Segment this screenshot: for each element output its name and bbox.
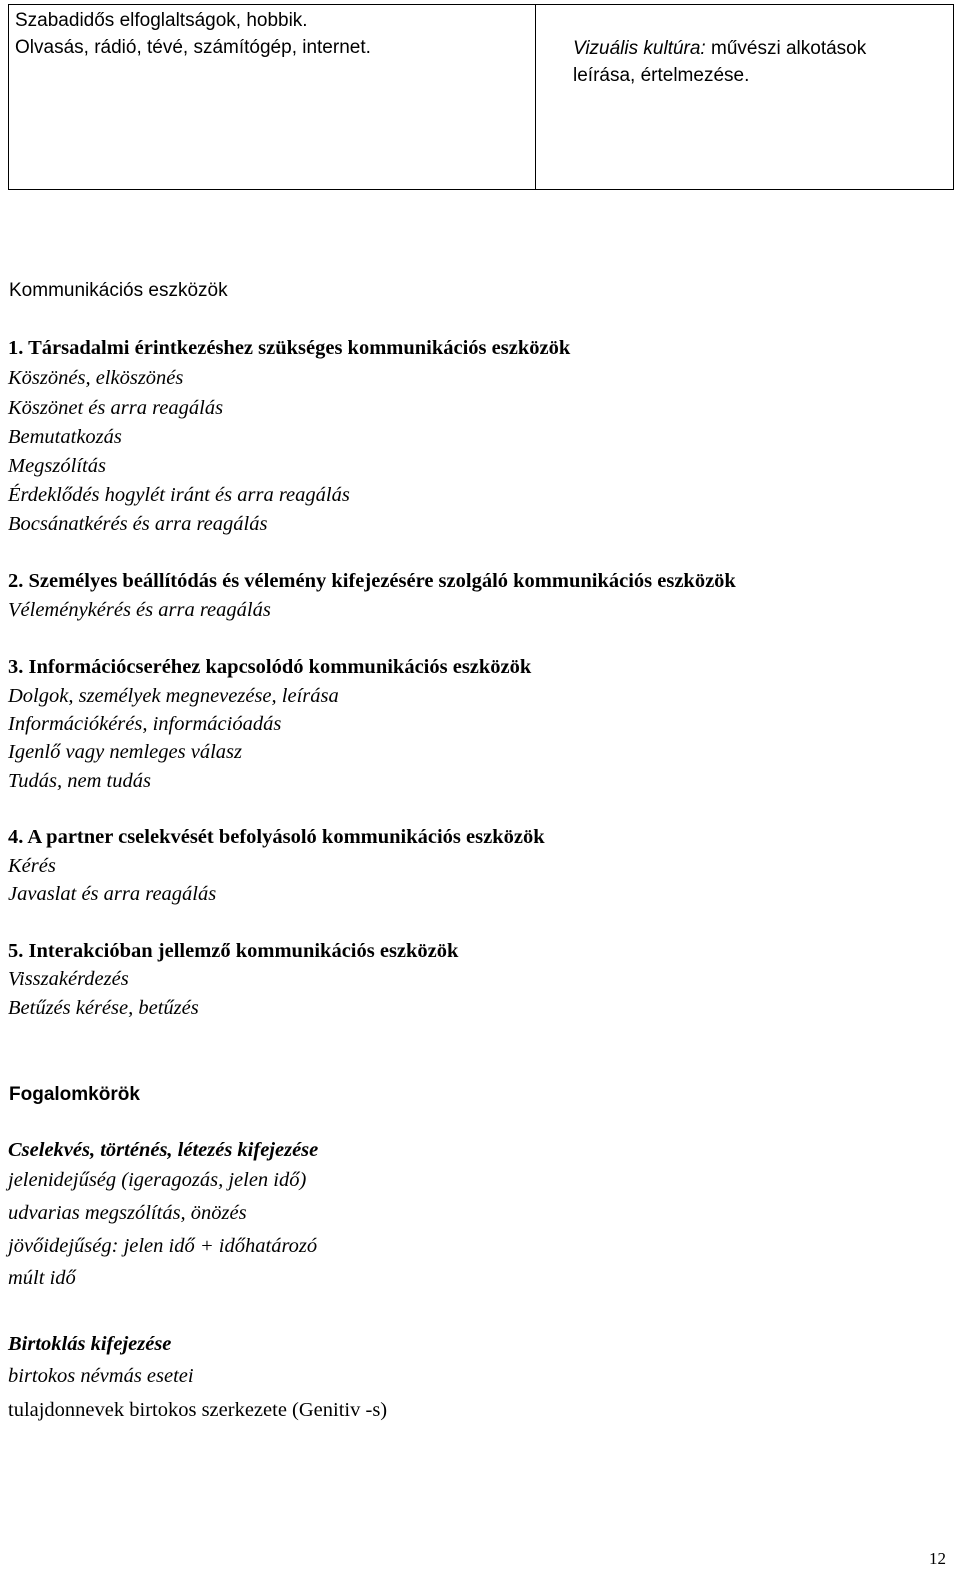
list-item: tulajdonnevek birtokos szerkezete (Genitiv -s) bbox=[8, 1399, 388, 1421]
list-item: Kérés bbox=[8, 855, 56, 877]
section-3-title: 3. Információcseréhez kapcsolódó kommunikációs eszközök bbox=[8, 656, 532, 678]
heading-communication: Kommunikációs eszközök bbox=[9, 280, 228, 301]
table-left-line-2: Olvasás, rádió, tévé, számítógép, internet. bbox=[15, 37, 371, 58]
list-item: Bemutatkozás bbox=[8, 426, 122, 448]
list-item: Igenlő vagy nemleges válasz bbox=[8, 741, 242, 763]
list-item: Köszönet és arra reagálás bbox=[8, 397, 224, 419]
list-item: Köszönés, elköszönés bbox=[8, 367, 184, 389]
heading-concepts: Fogalomkörök bbox=[9, 1084, 140, 1105]
table-right-italic: Vizuális kultúra: bbox=[573, 38, 706, 59]
list-item: Betűzés kérése, betűzés bbox=[8, 997, 199, 1019]
list-item: Dolgok, személyek megnevezése, leírása bbox=[8, 685, 339, 707]
section-1-title: 1. Társadalmi érintkezéshez szükséges kommunikációs eszközök bbox=[8, 337, 571, 359]
table-right-line-1 bbox=[573, 35, 947, 62]
table-left-line-1: Szabadidős elfoglaltságok, hobbik. bbox=[15, 10, 308, 31]
list-item: Véleménykérés és arra reagálás bbox=[8, 599, 271, 621]
list-item: Javaslat és arra reagálás bbox=[8, 883, 217, 905]
section-2-title: 2. Személyes beállítódás és vélemény kifejezésére szolgáló kommunikációs eszközök bbox=[8, 570, 736, 592]
concept-2-title: Birtoklás kifejezése bbox=[8, 1333, 172, 1355]
list-item: Tudás, nem tudás bbox=[8, 770, 151, 792]
page-number: 12 bbox=[929, 1549, 946, 1568]
table-right-rest: művészi alkotások bbox=[705, 38, 867, 59]
list-item: Információkérés, információadás bbox=[8, 713, 282, 735]
table-cell-left bbox=[9, 5, 536, 190]
section-4-title: 4. A partner cselekvését befolyásoló kommunikációs eszközök bbox=[8, 826, 545, 848]
list-item: jövőidejűség: jelen idő + időhatározó bbox=[8, 1235, 318, 1257]
table-cell-right bbox=[536, 5, 954, 190]
list-item: Visszakérdezés bbox=[8, 968, 129, 990]
list-item: Bocsánatkérés és arra reagálás bbox=[8, 513, 268, 535]
list-item: Érdeklődés hogylét iránt és arra reagálás bbox=[8, 484, 350, 506]
table-right-line-2: leírása, értelmezése. bbox=[573, 65, 750, 86]
list-item: jelenidejűség (igeragozás, jelen idő) bbox=[8, 1169, 307, 1191]
list-item: Megszólítás bbox=[8, 455, 106, 477]
list-item: birtokos névmás esetei bbox=[8, 1365, 194, 1387]
concept-1-title: Cselekvés, történés, létezés kifejezése bbox=[8, 1139, 319, 1161]
list-item: múlt idő bbox=[8, 1267, 76, 1289]
section-5-title: 5. Interakcióban jellemző kommunikációs eszközök bbox=[8, 940, 459, 962]
list-item: udvarias megszólítás, önözés bbox=[8, 1202, 247, 1224]
topic-table bbox=[8, 4, 954, 190]
